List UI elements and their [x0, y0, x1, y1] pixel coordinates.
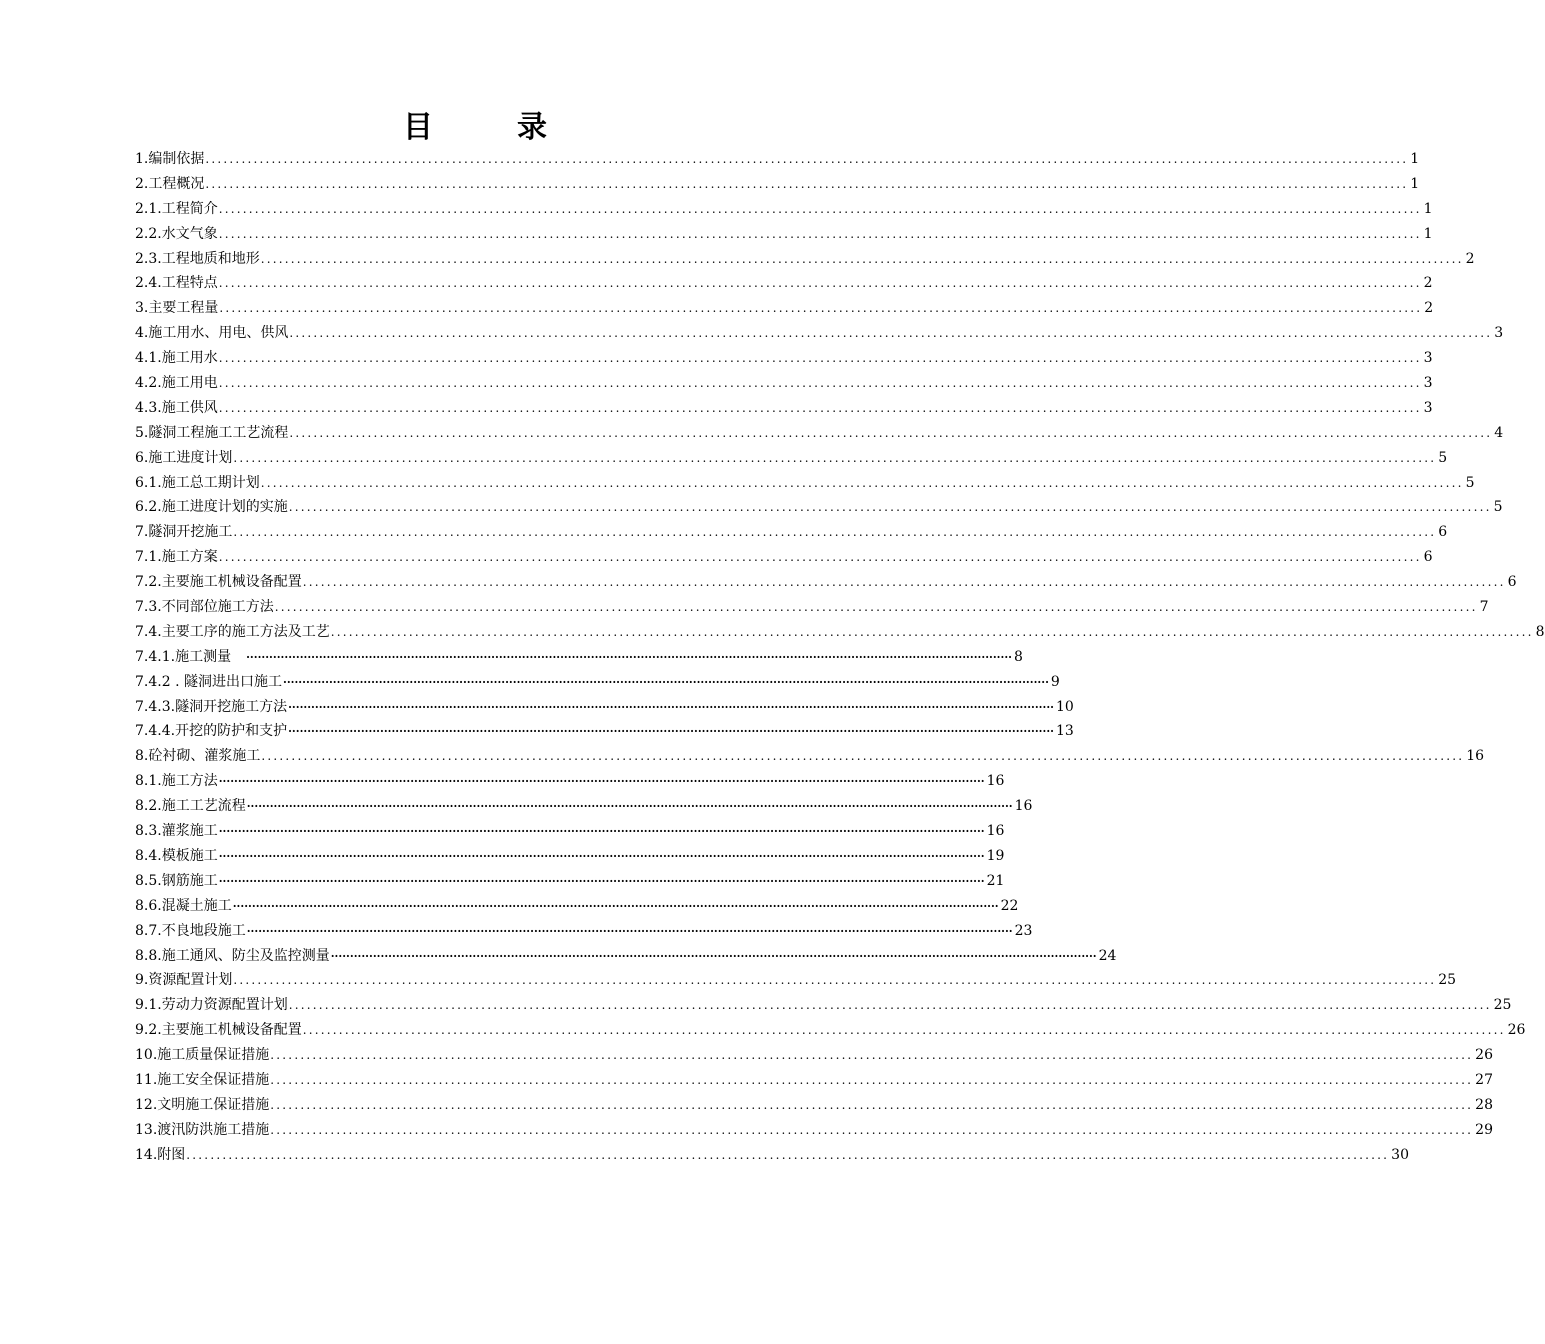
toc-entry-label: 7.2.主要施工机械设备配置: [135, 574, 302, 591]
toc-entry-label: 2.工程概况: [135, 175, 205, 192]
toc-page-number: 7: [1479, 599, 1489, 616]
toc-entry[interactable]: [135, 570, 1517, 595]
toc-page-number: 26: [1475, 1047, 1493, 1064]
toc-leader-dots: ........................................................................................................................................................................................................: [218, 376, 1422, 391]
toc-entry[interactable]: [135, 172, 1420, 197]
toc-entry[interactable]: [135, 1143, 1409, 1168]
toc-leader-dots: ........................................................................................................................................................................................................: [302, 575, 1506, 590]
toc-entry[interactable]: [135, 147, 1420, 172]
toc-entry[interactable]: [135, 1093, 1493, 1118]
toc-page-number: 8: [1014, 648, 1023, 665]
toc-entry[interactable]: [135, 1118, 1493, 1143]
toc-entry-label: 10.施工质量保证措施: [135, 1047, 270, 1064]
toc-leader-dots: ........................................................................................................................................................................................................: [219, 301, 1423, 316]
toc-entry[interactable]: [135, 222, 1433, 247]
toc-leader-dots: ········································································································································································································: [218, 874, 985, 888]
toc-leader-dots: ........................................................................................................................................................................................................: [270, 1122, 1474, 1137]
toc-leader-dots: ........................................................................................................................................................................................................: [289, 326, 1493, 341]
toc-page-number: 5: [1465, 474, 1475, 491]
toc-entry-label: 7.4.4.开挖的防护和支护: [135, 723, 288, 740]
toc-page-number: 25: [1438, 972, 1457, 989]
toc-entry[interactable]: [135, 695, 1074, 720]
toc-page-number: 10: [1056, 698, 1074, 715]
toc-entry-label: 7.4.1.施工测量: [135, 648, 246, 665]
toc-page-number: 3: [1423, 375, 1433, 392]
toc-entry-label: 1.编制依据: [135, 151, 205, 167]
toc-page-number: 3: [1423, 399, 1433, 416]
toc-entry[interactable]: [135, 744, 1485, 769]
toc-page-number: 19: [986, 847, 1005, 864]
toc-leader-dots: ········································································································································································································: [246, 924, 1013, 938]
toc-entry-label: 2.2.水文气象: [135, 225, 218, 242]
toc-entry-label: 7.隧洞开挖施工: [135, 524, 233, 541]
toc-page-number: 5: [1493, 499, 1503, 516]
toc-page-number: 13: [1056, 723, 1074, 740]
toc-entry-label: 3.主要工程量: [135, 300, 219, 317]
toc-entry-label: 8.5.钢筋施工: [135, 872, 218, 889]
toc-leader-dots: ········································································································································································································: [218, 849, 985, 863]
toc-leader-dots: ········································································································································································································: [218, 825, 985, 839]
toc-leader-dots: ........................................................................................................................................................................................................: [205, 152, 1409, 166]
toc-page-number: 3: [1423, 350, 1433, 367]
toc-page-number: 23: [1014, 922, 1033, 939]
toc-leader-dots: ········································································································································································································: [218, 775, 985, 789]
toc-entry-label: 8.2.施工工艺流程: [135, 798, 246, 815]
toc-leader-dots: ........................................................................................................................................................................................................: [218, 550, 1422, 565]
toc-entry[interactable]: [135, 819, 1005, 844]
toc-leader-dots: ........................................................................................................................................................................................................: [260, 251, 1464, 266]
toc-entry[interactable]: [135, 993, 1512, 1018]
toc-entry-label: 11.施工安全保证措施: [135, 1071, 270, 1088]
toc-entry[interactable]: [135, 346, 1433, 371]
toc-page-number: 16: [1466, 748, 1485, 765]
toc-page-number: 1: [1423, 200, 1433, 217]
toc-page-number: 1: [1410, 175, 1420, 192]
toc-leader-dots: ........................................................................................................................................................................................................: [261, 749, 1465, 764]
toc-page-number: 25: [1493, 997, 1512, 1014]
toc-page-number: 21: [986, 872, 1005, 889]
toc-page-number: 3: [1494, 325, 1504, 342]
toc-entry[interactable]: [135, 1068, 1493, 1093]
toc-entry[interactable]: [135, 769, 1005, 794]
toc-entry[interactable]: [135, 645, 1023, 670]
toc-entry-label: 7.4.3.隧洞开挖施工方法: [135, 698, 288, 715]
toc-entry-label: 6.施工进度计划: [135, 449, 233, 466]
toc-leader-dots: ........................................................................................................................................................................................................: [218, 351, 1422, 366]
toc-leader-dots: ········································································································································································································: [232, 899, 999, 913]
toc-entry[interactable]: [135, 894, 1019, 919]
toc-entry-label: 6.2.施工进度计划的实施: [135, 499, 288, 516]
toc-page-number: 22: [1000, 897, 1019, 914]
toc-page-number: 8: [1535, 623, 1545, 640]
toc-page-number: 27: [1475, 1071, 1493, 1088]
toc-leader-dots: ········································································································································································································: [246, 650, 1012, 664]
toc-entry[interactable]: [135, 545, 1433, 570]
toc-entry[interactable]: [135, 421, 1504, 446]
toc-leader-dots: ········································································································································································································: [288, 700, 1054, 714]
toc-entry[interactable]: [135, 968, 1457, 993]
toc-entry-label: 8.6.混凝土施工: [135, 897, 232, 914]
toc-entry-label: 8.4.模板施工: [135, 847, 218, 864]
toc-leader-dots: ........................................................................................................................................................................................................: [288, 500, 1492, 515]
toc-entry-label: 8.砼衬砌、灌浆施工: [135, 748, 261, 765]
toc-entry[interactable]: [135, 620, 1545, 645]
toc-entry-label: 2.4.工程特点: [135, 275, 218, 292]
toc-entry-label: 9.资源配置计划: [135, 972, 233, 989]
toc-page-number: 16: [1014, 798, 1033, 815]
toc-entry-label: 6.1.施工总工期计划: [135, 474, 260, 491]
toc-entry-label: 4.施工用水、用电、供风: [135, 325, 289, 342]
toc-entry[interactable]: [135, 869, 1005, 894]
toc-page-number: 30: [1391, 1146, 1409, 1163]
toc-entry-label: 12.文明施工保证措施: [135, 1096, 270, 1113]
toc-entry[interactable]: [135, 919, 1033, 944]
toc-entry-label: 9.1.劳动力资源配置计划: [135, 997, 288, 1014]
toc-entry[interactable]: [135, 371, 1433, 396]
toc-page-number: 29: [1475, 1121, 1493, 1138]
toc-entry[interactable]: [135, 595, 1489, 620]
toc-page-number: 2: [1424, 300, 1434, 317]
toc-leader-dots: ........................................................................................................................................................................................................: [233, 450, 1437, 465]
toc-entry-label: 5.隧洞工程施工工艺流程: [135, 424, 289, 441]
toc-page-number: 6: [1423, 549, 1433, 566]
toc-leader-dots: ........................................................................................................................................................................................................: [302, 1023, 1506, 1038]
toc-leader-dots: ........................................................................................................................................................................................................: [218, 201, 1422, 216]
toc-entry[interactable]: [135, 247, 1475, 272]
toc-entry-label: 4.2.施工用电: [135, 375, 218, 392]
toc-entry[interactable]: [135, 471, 1475, 496]
toc-entry[interactable]: [135, 1018, 1526, 1043]
toc-entry-label: 7.1.施工方案: [135, 549, 218, 566]
toc-leader-dots: ........................................................................................................................................................................................................: [218, 226, 1422, 241]
toc-leader-dots: ........................................................................................................................................................................................................: [233, 525, 1437, 540]
toc-entry-label: 13.渡汛防洪施工措施: [135, 1121, 270, 1138]
toc-entry[interactable]: [135, 495, 1503, 520]
toc-entry[interactable]: [135, 944, 1117, 969]
toc-leader-dots: ........................................................................................................................................................................................................: [289, 425, 1493, 440]
toc-page-number: 28: [1475, 1096, 1493, 1113]
toc-entry-label: 7.4.2 . 隧洞进出口施工: [135, 673, 282, 690]
toc-entry-label: 7.4.主要工序的施工方法及工艺: [135, 623, 330, 640]
toc-entry-label: 2.1.工程简介: [135, 200, 218, 217]
toc-page-number: 16: [986, 773, 1005, 790]
toc-entry[interactable]: [135, 520, 1448, 545]
toc-page-number: 6: [1507, 574, 1517, 591]
toc-page-number: 9: [1050, 673, 1060, 690]
toc-entry-label: 8.8.施工通风、防尘及监控测量: [135, 947, 330, 964]
toc-page-number: 2: [1423, 275, 1433, 292]
toc-leader-dots: ........................................................................................................................................................................................................: [186, 1147, 1390, 1162]
toc-page-number: 1: [1423, 225, 1433, 242]
toc-leader-dots: ........................................................................................................................................................................................................: [274, 600, 1478, 615]
toc-entry-label: 8.7.不良地段施工: [135, 922, 246, 939]
toc-page-number: 24: [1098, 947, 1117, 964]
toc-leader-dots: ........................................................................................................................................................................................................: [233, 973, 1437, 988]
toc-entry[interactable]: [135, 844, 1005, 869]
toc-leader-dots: ........................................................................................................................................................................................................: [205, 176, 1409, 191]
toc-page-number: 6: [1438, 524, 1448, 541]
toc-entry[interactable]: [135, 1043, 1493, 1068]
toc-leader-dots: ········································································································································································································: [330, 949, 1097, 963]
toc-entry-label: 2.3.工程地质和地形: [135, 250, 260, 267]
toc-leader-dots: ........................................................................................................................................................................................................: [288, 998, 1492, 1013]
toc-entry-label: 8.3.灌浆施工: [135, 823, 218, 840]
page-title: [0, 102, 950, 146]
toc-entry[interactable]: [135, 670, 1060, 695]
toc-leader-dots: ········································································································································································································: [288, 725, 1054, 739]
toc-entry-label: 14.附图: [135, 1146, 186, 1163]
toc-page-number: 2: [1465, 250, 1475, 267]
toc-leader-dots: ........................................................................................................................................................................................................: [270, 1097, 1474, 1112]
toc-page-number: 4: [1494, 424, 1504, 441]
toc-entry[interactable]: [135, 396, 1433, 421]
toc-page-number: 1: [1410, 151, 1420, 167]
toc-entry-label: 9.2.主要施工机械设备配置: [135, 1022, 302, 1039]
table-of-contents: [135, 147, 1545, 1168]
title-char-2: 录: [517, 110, 547, 145]
toc-leader-dots: ········································································································································································································: [246, 800, 1013, 814]
toc-entry[interactable]: [135, 321, 1504, 346]
toc-entry-label: 7.3.不同部位施工方法: [135, 599, 274, 616]
toc-entry[interactable]: [135, 296, 1434, 321]
toc-entry[interactable]: [135, 271, 1433, 296]
toc-leader-dots: ........................................................................................................................................................................................................: [270, 1048, 1474, 1063]
toc-leader-dots: ........................................................................................................................................................................................................: [218, 400, 1422, 415]
toc-entry-label: 4.3.施工供风: [135, 399, 218, 416]
toc-leader-dots: ........................................................................................................................................................................................................: [218, 276, 1422, 291]
toc-entry[interactable]: [135, 197, 1433, 222]
toc-entry[interactable]: [135, 446, 1448, 471]
toc-leader-dots: ........................................................................................................................................................................................................: [270, 1072, 1474, 1087]
title-char-1: 目: [403, 110, 433, 145]
toc-entry-label: 8.1.施工方法: [135, 773, 218, 790]
toc-entry-label: 4.1.施工用水: [135, 350, 218, 367]
toc-page-number: 26: [1507, 1022, 1526, 1039]
toc-leader-dots: ........................................................................................................................................................................................................: [330, 624, 1534, 639]
toc-leader-dots: ........................................................................................................................................................................................................: [260, 475, 1464, 490]
toc-entry[interactable]: [135, 794, 1033, 819]
toc-leader-dots: ········································································································································································································: [282, 675, 1049, 689]
toc-entry[interactable]: [135, 719, 1074, 744]
toc-page-number: 5: [1438, 449, 1448, 466]
toc-page-number: 16: [986, 823, 1005, 840]
